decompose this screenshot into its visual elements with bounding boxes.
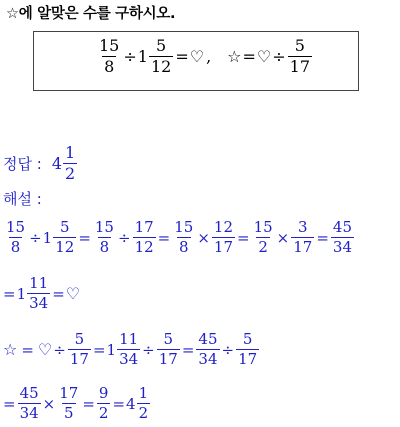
denominator: 8: [99, 238, 110, 256]
denominator: 17: [69, 350, 89, 368]
numerator: 17: [59, 384, 79, 402]
denominator: 2: [138, 404, 149, 422]
fraction: [27, 276, 50, 311]
equals-sign: =: [3, 394, 16, 413]
fraction: [172, 220, 195, 255]
divide-sign: ÷: [221, 340, 235, 359]
numerator: 1: [138, 384, 149, 402]
numerator: 5: [59, 218, 70, 236]
numerator: 12: [213, 218, 233, 236]
comma: ,: [206, 47, 212, 66]
whole-part: 1: [137, 47, 148, 66]
equals-sign: =: [92, 340, 106, 359]
whole-part: 1: [106, 340, 117, 359]
numerator: 5: [163, 330, 174, 348]
denominator: 12: [134, 238, 154, 256]
solution-line-4: [3, 386, 151, 421]
whole-part: 1: [42, 228, 53, 247]
denominator: 5: [64, 404, 74, 422]
divide-sign: ÷: [272, 47, 286, 66]
fraction: [252, 220, 275, 255]
star-icon: ☆: [3, 340, 18, 359]
numerator: 15: [6, 218, 26, 236]
denominator: 8: [10, 238, 21, 256]
numerator: 45: [332, 218, 353, 236]
fraction: [196, 332, 219, 367]
solution-line-3: [3, 332, 260, 367]
numerator: 5: [156, 36, 167, 55]
equals-sign: =: [242, 47, 256, 66]
answer-label: 정답 :: [3, 155, 42, 173]
denominator: 34: [332, 238, 353, 256]
denominator: 17: [158, 350, 178, 368]
fraction: [57, 386, 80, 421]
denominator: 17: [213, 238, 233, 256]
numerator: 15: [253, 218, 273, 236]
numerator: 15: [94, 218, 114, 236]
denominator: 17: [293, 238, 313, 256]
multiply-sign: ×: [197, 228, 210, 247]
denominator: 34: [29, 294, 49, 312]
numerator: 5: [242, 330, 253, 348]
fraction: [157, 332, 180, 367]
heart-icon: ♡: [256, 47, 272, 66]
fraction: [63, 145, 77, 182]
denominator: 12: [55, 238, 75, 256]
divide-sign: ÷: [117, 228, 131, 247]
denominator: 8: [179, 238, 189, 256]
denominator: 2: [98, 404, 109, 422]
solution-label: 해설 :: [3, 190, 42, 208]
heart-icon: ♡: [189, 47, 205, 66]
solution-line-1: [3, 220, 355, 255]
fraction: [212, 220, 235, 255]
fraction: [18, 386, 41, 421]
equals-sign: =: [157, 228, 171, 247]
divide-sign: ÷: [142, 340, 155, 359]
denominator: 8: [104, 57, 115, 76]
equals-sign: =: [316, 228, 329, 247]
denominator: 2: [65, 164, 76, 183]
equals-sign: =: [112, 394, 126, 413]
equals-sign: =: [52, 284, 65, 303]
numerator: 15: [99, 36, 120, 55]
fraction: [331, 220, 354, 255]
equals-sign: =: [3, 284, 16, 303]
solution-line-2: [3, 276, 80, 311]
divide-sign: ÷: [53, 340, 66, 359]
denominator: 12: [150, 57, 172, 76]
fraction: [288, 38, 312, 75]
numerator: 9: [98, 384, 109, 402]
fraction: [97, 386, 111, 421]
equals-sign: =: [78, 228, 91, 247]
heart-icon: ♡: [65, 284, 81, 303]
fraction: [97, 38, 121, 75]
numerator: 5: [294, 36, 305, 55]
equals-sign: =: [175, 47, 189, 66]
problem-expression: [96, 38, 313, 75]
fraction: [53, 220, 76, 255]
numerator: 45: [198, 330, 218, 348]
heart-icon: ♡: [37, 340, 53, 359]
question-text: ☆에 알맞은 수를 구하시오.: [6, 6, 176, 22]
numerator: 1: [65, 143, 76, 162]
fraction: [133, 220, 156, 255]
fraction: [149, 38, 173, 75]
denominator: 34: [19, 404, 39, 422]
numerator: 5: [74, 330, 85, 348]
equals-sign: =: [181, 340, 195, 359]
fraction: [291, 220, 314, 255]
fraction: [117, 332, 140, 367]
star-icon: ☆: [227, 47, 242, 66]
denominator: 17: [289, 57, 311, 76]
equals-sign: =: [82, 394, 95, 413]
divide-sign: ÷: [29, 228, 42, 247]
denominator: 34: [119, 350, 139, 368]
fraction: [236, 332, 259, 367]
numerator: 3: [298, 218, 308, 236]
multiply-sign: ×: [42, 394, 56, 413]
divide-sign: ÷: [123, 47, 137, 66]
whole-part: 4: [51, 154, 62, 173]
denominator: 2: [258, 238, 268, 256]
numerator: 11: [119, 330, 139, 348]
equals-sign: =: [21, 340, 34, 359]
numerator: 15: [174, 218, 194, 236]
fraction: [4, 220, 27, 255]
denominator: 34: [198, 350, 218, 368]
multiply-sign: ×: [276, 228, 290, 247]
fraction: [68, 332, 91, 367]
answer-line: [3, 145, 78, 182]
fraction: [137, 386, 151, 421]
fraction: [93, 220, 116, 255]
whole-part: 1: [16, 284, 27, 303]
equals-sign: =: [237, 228, 250, 247]
numerator: 11: [29, 274, 49, 292]
numerator: 17: [134, 218, 154, 236]
denominator: 17: [238, 350, 258, 368]
whole-part: 4: [126, 394, 136, 413]
numerator: 45: [19, 384, 39, 402]
